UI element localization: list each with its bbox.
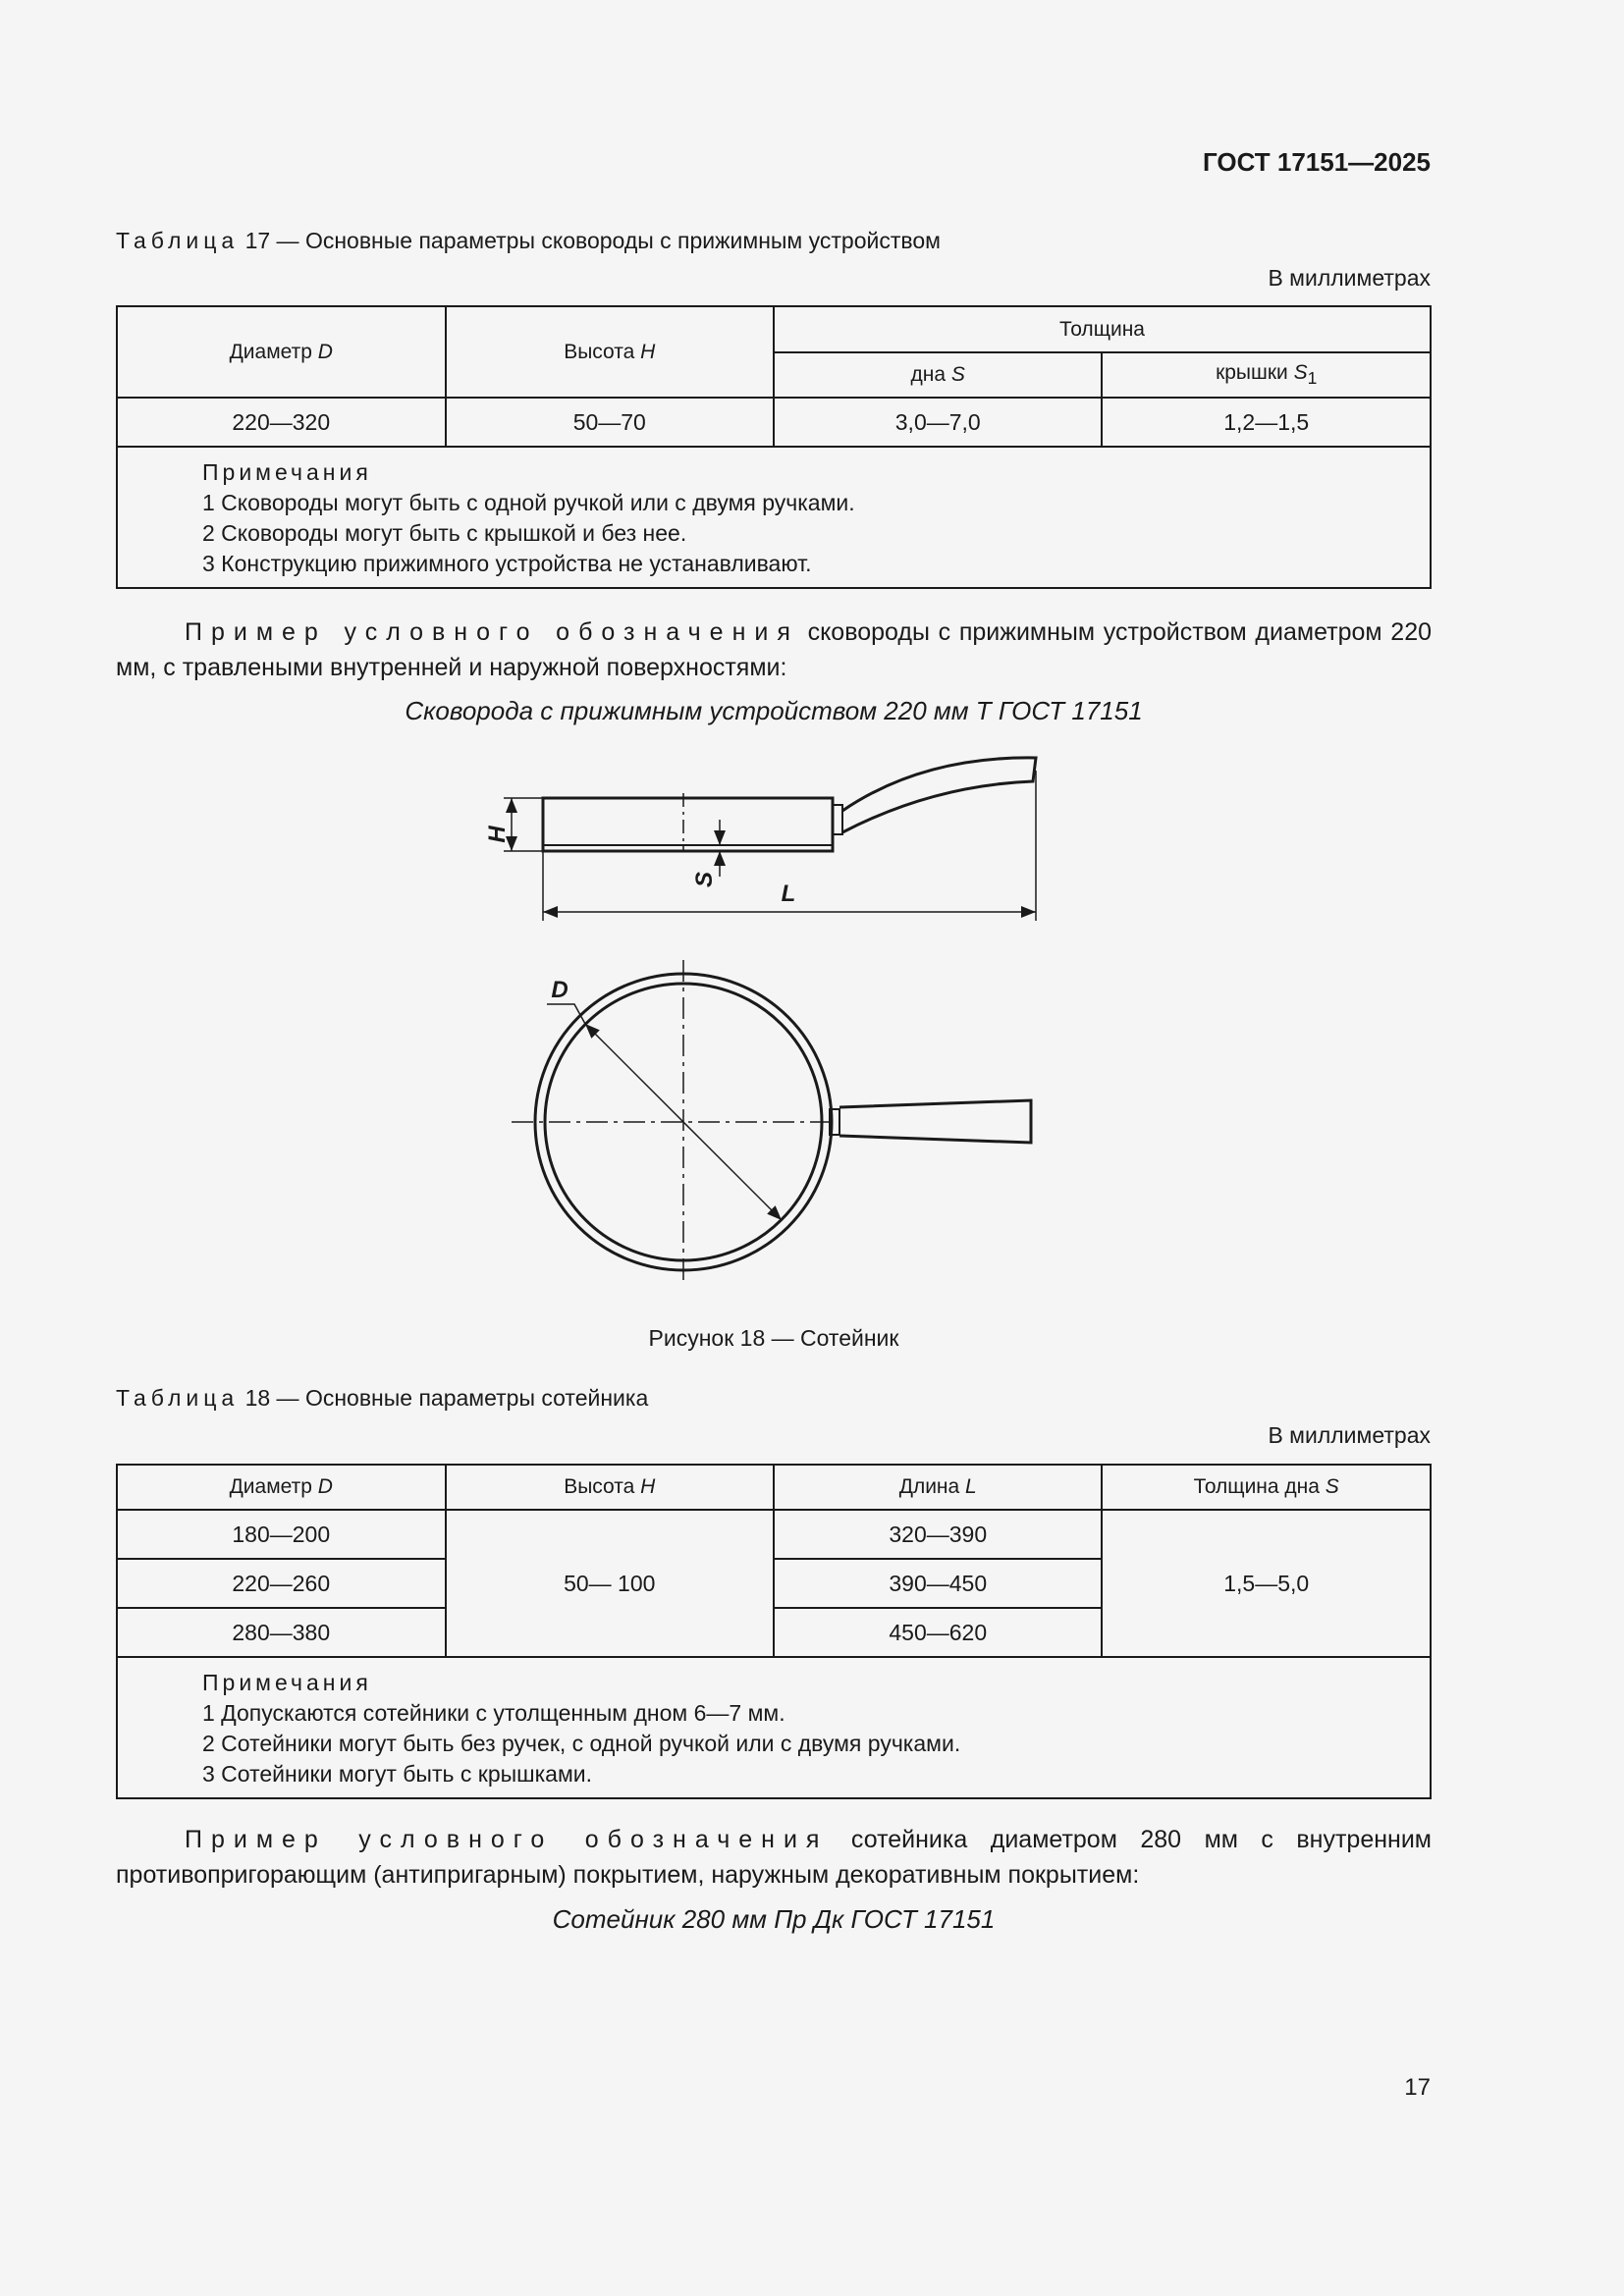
header-diameter: Диаметр D xyxy=(117,1465,446,1510)
header-length: Длина L xyxy=(774,1465,1102,1510)
label-s: S xyxy=(691,871,718,888)
label-d: D xyxy=(551,977,568,1003)
cell-diameter: 220—260 xyxy=(117,1559,446,1608)
side-view xyxy=(504,758,1036,921)
example-1-designation: Сковорода с прижимным устройством 220 мм Т ГОСТ 17151 xyxy=(405,696,1143,725)
note-item: 3 Сотейники могут быть с крышками. xyxy=(202,1761,593,1787)
table-17-units: В миллиметрах xyxy=(1268,265,1431,291)
example-2-designation: Сотейник 280 мм Пр Дк ГОСТ 17151 xyxy=(552,1904,996,1934)
note-item: 1 Допускаются сотейники с утолщенным дном 6—7 мм. xyxy=(202,1700,785,1726)
note-item: 1 Сковороды могут быть с одной ручкой или с двумя ручками. xyxy=(202,490,855,515)
cell-diameter: 280—380 xyxy=(117,1608,446,1657)
notes-title: Примечания xyxy=(202,1670,372,1695)
cell-diameter: 180—200 xyxy=(117,1510,446,1559)
cell-bottom: 3,0—7,0 xyxy=(774,398,1102,447)
header-thickness: Толщина дна S xyxy=(1102,1465,1431,1510)
label-l: L xyxy=(781,881,796,907)
example-1-paragraph: Пример условного обозначения сковороды с прижимным устройством диаметром 220 мм, с травлеными внутренней и наружной поверхностями: xyxy=(116,618,1432,681)
table-18-caption: Таблица 18 — Основные параметры сотейника xyxy=(116,1385,649,1411)
cell-lid: 1,2—1,5 xyxy=(1102,398,1431,447)
cell-height: 50—70 xyxy=(446,398,775,447)
cell-diameter: 220—320 xyxy=(117,398,446,447)
header-bottom: дна S xyxy=(774,352,1102,398)
table-17-caption: Таблица 17 — Основные параметры сковороды с прижимным устройством xyxy=(116,228,941,253)
header-lid: крышки $S_1$ xyxy=(1102,352,1431,398)
header-height: Высота H xyxy=(446,306,775,398)
header-thickness: Толщина xyxy=(774,306,1431,352)
document-number: ГОСТ 17151—2025 xyxy=(1203,147,1431,177)
table-18 xyxy=(116,1464,1432,1799)
top-view xyxy=(512,960,1031,1286)
example-2-paragraph: Пример условного обозначения сотейника диаметром 280 мм с внутренним противопригорающим (антипригарным) покрытием, наружным декоративным покрытием: xyxy=(116,1826,1432,1889)
header-height: Высота H xyxy=(446,1465,774,1510)
table-18-notes xyxy=(117,1657,1431,1798)
table-row xyxy=(117,1510,1431,1559)
note-item: 2 Сотейники могут быть без ручек, с одной ручкой или с двумя ручками. xyxy=(202,1731,961,1756)
figure-18-caption: Рисунок 18 — Сотейник xyxy=(648,1325,899,1351)
label-h: H xyxy=(484,826,511,843)
cell-length: 390—450 xyxy=(774,1559,1102,1608)
note-item: 2 Сковороды могут быть с крышкой и без нее. xyxy=(202,520,687,546)
table-18-units: В миллиметрах xyxy=(1268,1422,1431,1448)
cell-length: 320—390 xyxy=(774,1510,1102,1559)
notes-title: Примечания xyxy=(202,459,372,485)
note-item: 3 Конструкцию прижимного устройства не устанавливают. xyxy=(202,551,812,576)
cell-length: 450—620 xyxy=(774,1608,1102,1657)
cell-thickness: 1,5—5,0 xyxy=(1102,1510,1431,1657)
page-number: 17 xyxy=(1404,2074,1431,2101)
header-diameter: Диаметр D xyxy=(117,306,446,398)
cell-height: 50— 100 xyxy=(446,1510,774,1657)
